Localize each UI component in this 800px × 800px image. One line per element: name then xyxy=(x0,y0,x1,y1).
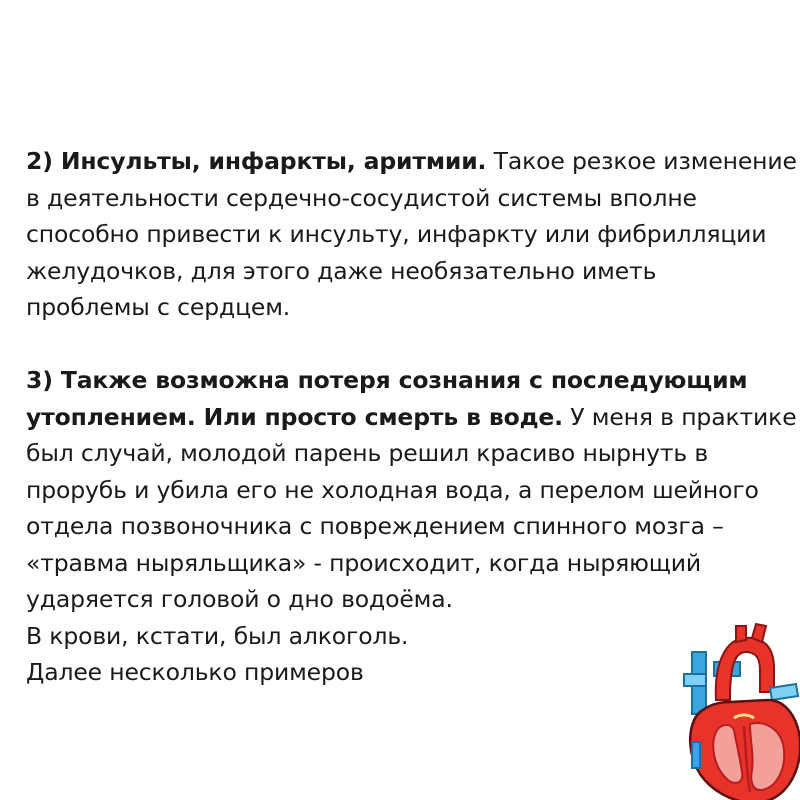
paragraph-2-text: Такое резкое изменение xyxy=(486,147,797,175)
paragraph-3-line-7: ударяется головой о дно водоёма. xyxy=(26,585,453,613)
article-text xyxy=(26,143,797,691)
paragraph-2-line-4: желудочков, для этого даже необязательно иметь xyxy=(26,256,657,285)
paragraph-3-heading-line-1: 3) Также возможна потеря сознания с последующим xyxy=(26,366,748,394)
paragraph-3-line-3: был случай, молодой парень решил красиво нырнуть в xyxy=(26,439,709,467)
paragraph-2-line-5: проблемы с сердцем. xyxy=(26,293,291,321)
inferior-vena-cava-icon xyxy=(692,742,700,768)
aorta-icon xyxy=(716,638,774,700)
paragraph-2-line-3: способно привести к инсульту, инфаркту или фибрилляции xyxy=(26,220,767,248)
paragraph-3-heading-line-2: утоплением. Или просто смерть в воде. xyxy=(26,402,563,431)
paragraph-2-line-2: в деятельности сердечно-сосудистой системы вполне xyxy=(26,183,697,212)
paragraph-3-line-2 xyxy=(26,399,797,436)
paragraph-3-line-9: Далее несколько примеров xyxy=(26,658,364,686)
aorta-branch-2-icon xyxy=(752,624,766,642)
paragraph-2-heading: 2) Инсульты, инфаркты, аритмии. xyxy=(26,147,487,175)
paragraph-3-line-6: «травма ныряльщика» - происходит, когда ныряющий xyxy=(26,548,702,577)
paragraph-3-line-8: В крови, кстати, был алкоголь. xyxy=(26,621,409,650)
paragraph-3-line-4: прорубь и убила его не холодная вода, а перелом шейного xyxy=(26,475,759,504)
paragraph-spacer xyxy=(26,326,786,363)
aorta-branch-1-icon xyxy=(736,626,746,642)
pulmonary-artery-left-icon xyxy=(684,674,706,686)
heart-icon xyxy=(670,622,800,800)
paragraph-2-line-1 xyxy=(26,143,797,180)
paragraph-3-line-5: отдела позвоночника с повреждением спинного мозга – xyxy=(26,512,724,540)
paragraph-3-text: У меня в практике xyxy=(562,402,797,431)
pulmonary-vein-right-icon xyxy=(770,684,798,700)
